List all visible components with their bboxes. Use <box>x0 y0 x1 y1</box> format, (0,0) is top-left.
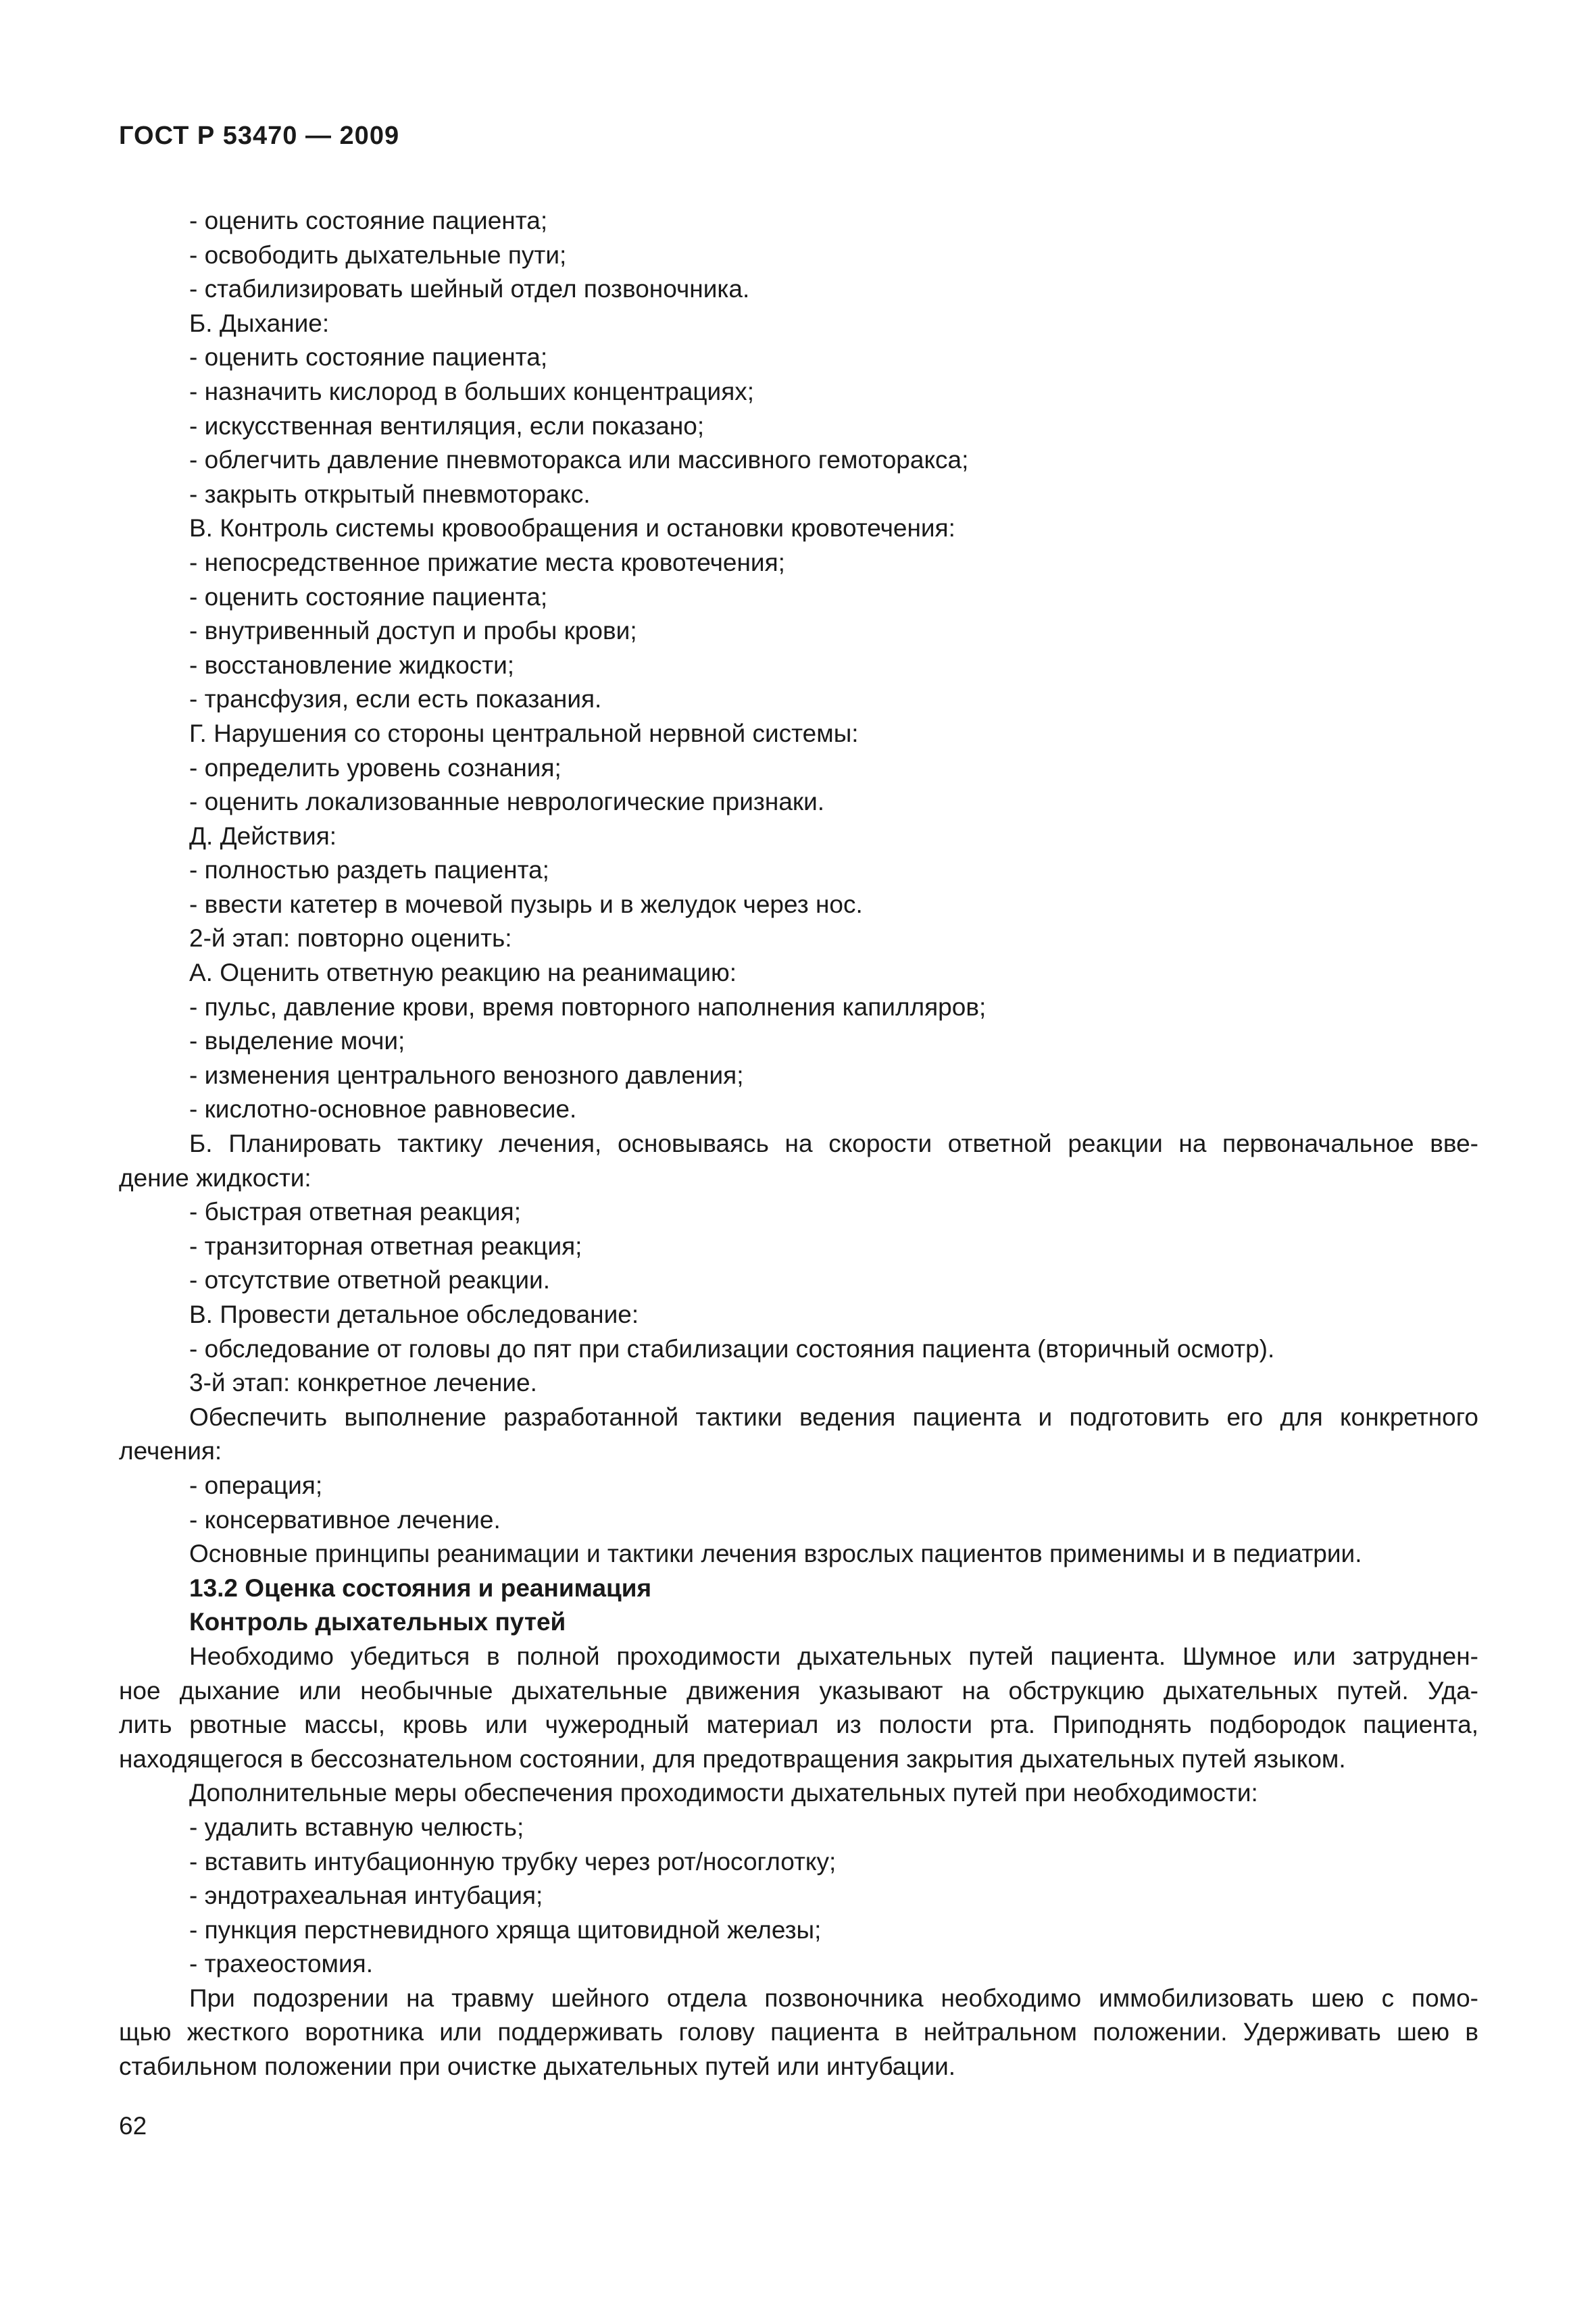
text-line: - транзиторная ответная реакция; <box>189 1232 582 1260</box>
text-line: Б. Дыхание: <box>189 309 330 337</box>
text-line: - оценить состояние пациента; <box>189 343 548 372</box>
text-line: А. Оценить ответную реакцию на реанимацию: <box>189 959 737 987</box>
text-line: - трансфузия, если есть показания. <box>189 685 602 713</box>
text-line: - непосредственное прижатие места кровотечения; <box>189 548 785 576</box>
page-number: 62 <box>119 2112 147 2140</box>
text-line: - выделение мочи; <box>189 1027 405 1055</box>
text-line: - облегчить давление пневмоторакса или массивного гемоторакса; <box>189 446 969 474</box>
text-line: лечения: <box>119 1437 222 1465</box>
text-line: - операция; <box>189 1471 323 1499</box>
text-line: - освободить дыхательные пути; <box>189 241 567 269</box>
text-line: - ввести катетер в мочевой пузырь и в желудок через нос. <box>189 890 863 918</box>
text-line: - отсутствие ответной реакции. <box>189 1266 550 1294</box>
text-line: - изменения центрального венозного давления; <box>189 1061 744 1089</box>
text-line: В. Контроль системы кровообращения и остановки кровотечения: <box>189 514 955 543</box>
text-line: - обследование от головы до пят при стабилизации состояния пациента (вторичный осмотр). <box>189 1334 1275 1363</box>
text-line: щью жесткого воротника или поддерживать голову пациента в нейтральном положении. Удерживать шею в <box>119 2018 1478 2046</box>
text-line: - определить уровень сознания; <box>189 753 562 782</box>
text-line: - стабилизировать шейный отдел позвоночника. <box>189 275 750 303</box>
page-header-title: ГОСТ Р 53470 — 2009 <box>119 122 400 150</box>
text-line: - пульс, давление крови, время повторного наполнения капилляров; <box>189 992 987 1021</box>
text-line: - внутривенный доступ и пробы крови; <box>189 617 637 645</box>
text-line: Д. Действия: <box>189 822 337 850</box>
text-line: стабильном положении при очистке дыхательных путей или интубации. <box>119 2053 956 2081</box>
text-line: При подозрении на травму шейного отдела позвоночника необходимо иммобилизовать шею с помо- <box>189 1984 1478 2012</box>
text-line: Обеспечить выполнение разработанной тактики ведения пациента и подготовить его для конкретного <box>189 1403 1478 1431</box>
text-line: - назначить кислород в больших концентрациях; <box>189 377 755 405</box>
text-line: - кислотно-основное равновесие. <box>189 1095 577 1124</box>
text-line: 3-й этап: конкретное лечение. <box>189 1369 537 1397</box>
text-line: - оценить состояние пациента; <box>189 582 548 611</box>
text-line: В. Провести детальное обследование: <box>189 1301 639 1328</box>
text-line: дение жидкости: <box>119 1163 311 1192</box>
text-line: - трахеостомия. <box>189 1950 373 1978</box>
text-line: ное дыхание или необычные дыхательные движения указывают на обструкцию дыхательных путей. Уда- <box>119 1676 1478 1705</box>
text-line: - искусственная вентиляция, если показано; <box>189 411 705 440</box>
text-line: - восстановление жидкости; <box>189 651 515 679</box>
text-line: - быстрая ответная реакция; <box>189 1198 521 1226</box>
text-line: Г. Нарушения со стороны центральной нервной системы: <box>189 719 859 747</box>
text-line: - вставить интубационную трубку через рот/носоглотку; <box>189 1847 837 1876</box>
text-line: - закрыть открытый пневмоторакс. <box>189 480 591 508</box>
text-line: Дополнительные меры обеспечения проходимости дыхательных путей при необходимости: <box>189 1779 1258 1807</box>
text-line: - эндотрахеальная интубация; <box>189 1882 543 1910</box>
subsection-heading: Контроль дыхательных путей <box>189 1608 566 1636</box>
text-line: Б. Планировать тактику лечения, основываясь на скорости ответной реакции на первоначальное вве- <box>189 1130 1478 1158</box>
text-line: Необходимо убедиться в полной проходимости дыхательных путей пациента. Шумное или затруднен- <box>189 1642 1478 1670</box>
document-body <box>119 204 1478 2084</box>
text-line: - оценить локализованные неврологические признаки. <box>189 788 825 816</box>
section-heading: 13.2 Оценка состояния и реанимация <box>189 1574 652 1602</box>
text-line: Основные принципы реанимации и тактики лечения взрослых пациентов применимы и в педиатрии. <box>189 1540 1362 1568</box>
text-line: - удалить вставную челюсть; <box>189 1813 524 1841</box>
text-line: 2-й этап: повторно оценить: <box>189 924 512 953</box>
text-line: - консервативное лечение. <box>189 1505 501 1534</box>
text-line: находящегося в бессознательном состоянии, для предотвращения закрытия дыхательных путей языком. <box>119 1744 1346 1773</box>
text-line: лить рвотные массы, кровь или чужеродный материал из полости рта. Приподнять подбородок пациента, <box>119 1711 1478 1739</box>
text-line: - пункция перстневидного хряща щитовидной железы; <box>189 1915 822 1944</box>
text-line: - оценить состояние пациента; <box>189 207 548 234</box>
text-line: - полностью раздеть пациента; <box>189 856 549 884</box>
